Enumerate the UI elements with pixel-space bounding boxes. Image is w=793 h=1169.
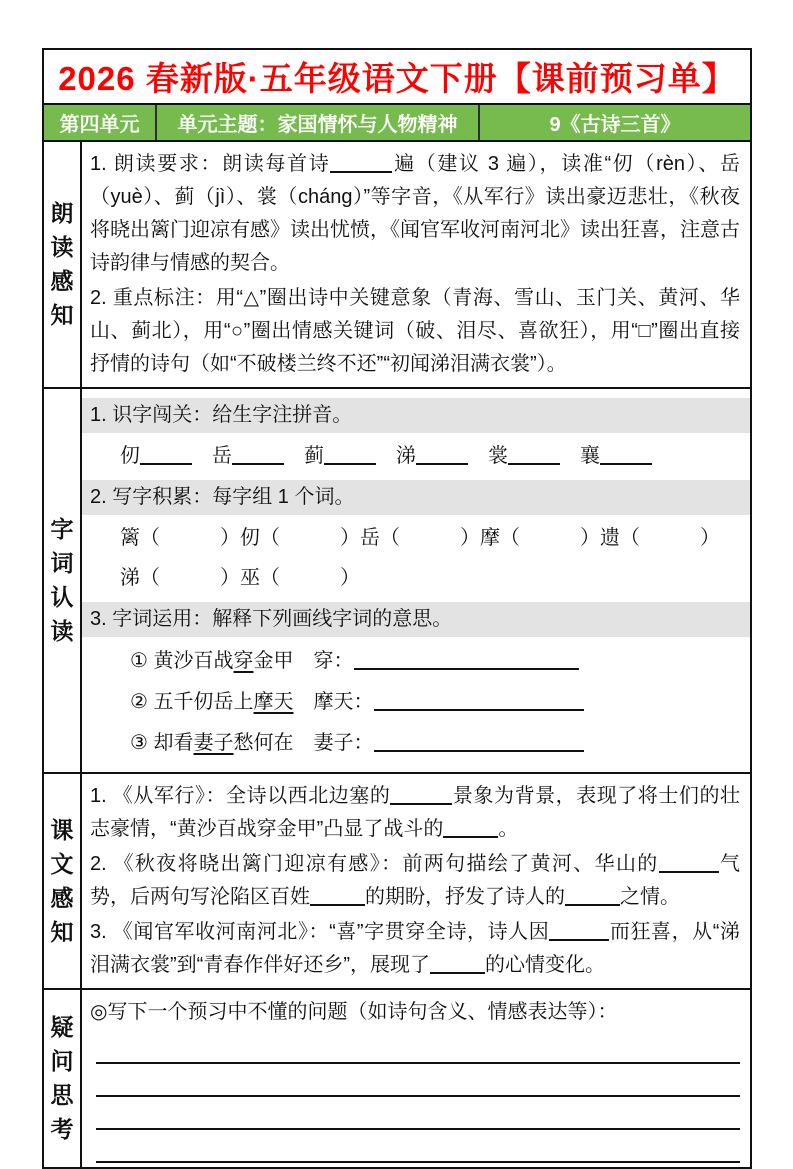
text-run: 的期盼，抒发了诗人的 <box>365 886 565 908</box>
section-content <box>82 990 750 1167</box>
lesson-title: 9《古诗三首》 <box>549 114 681 136</box>
text-run: 裳 <box>468 445 508 467</box>
section-label <box>44 142 82 387</box>
worksheet-page <box>42 48 752 1169</box>
label-character: 知 <box>50 918 74 945</box>
text-block <box>82 727 750 760</box>
text-run: 1. 《从军行》：全诗以西北边塞的 <box>90 785 391 807</box>
unit-header-bar <box>44 105 750 142</box>
fill-in-blank <box>549 919 609 941</box>
text-run: 。 <box>498 818 519 840</box>
section-label <box>44 774 82 988</box>
fill-in-blank <box>443 816 498 838</box>
fill-in-blank <box>374 730 584 752</box>
text-block <box>82 562 750 595</box>
label-character: 课 <box>50 816 74 843</box>
section-row-2 <box>44 387 750 772</box>
fill-in-blank <box>600 443 652 465</box>
label-character: 字 <box>50 516 74 542</box>
label-character: 知 <box>50 302 74 328</box>
text-run: 的心情变化。 <box>484 954 605 976</box>
fill-in-blank <box>324 443 376 465</box>
fill-in-blank <box>430 952 485 974</box>
text-run: 仞 <box>120 445 140 467</box>
text-block <box>82 148 750 280</box>
section-content <box>82 142 750 387</box>
text-block <box>82 645 750 678</box>
section-row-3 <box>44 772 750 988</box>
instruction-strip <box>82 480 750 515</box>
fill-in-blank <box>565 884 620 906</box>
text-block <box>82 282 750 381</box>
text-block <box>82 780 750 846</box>
text-run: 摩天： <box>293 691 374 713</box>
text-block <box>82 440 750 473</box>
instruction-strip <box>82 398 750 433</box>
unit-number: 第四单元 <box>44 105 157 140</box>
text-run: 涕（ ）巫（ ） <box>120 567 360 589</box>
text-run: ◎写下一个预习中不懂的问题（如诗句含义、情感表达等）： <box>90 1001 618 1023</box>
text-run: 2. 重点标注：用“△”圈出诗中关键意象（青海、雪山、玉门关、黄河、华山、蓟北），用“○”圈出情感关键词（破、泪尽、喜欲狂），用“□”圈出直接抒情的诗句（如“不破楼兰终不还”“初闻涕泪满衣裳”）。 <box>90 287 740 375</box>
text-block <box>82 522 750 555</box>
label-character: 问 <box>50 1048 74 1074</box>
text-block <box>82 686 750 719</box>
text-run: 篱（ ）仞（ ）岳（ ）摩（ ）遗（ ） <box>120 527 720 549</box>
section-label <box>44 990 82 1167</box>
writing-line <box>96 1130 740 1163</box>
label-character: 词 <box>50 550 74 576</box>
page-title: 2026 春新版·五年级语文下册【课前预习单】 <box>44 50 750 105</box>
label-character: 感 <box>50 268 74 294</box>
text-run: 遍（建议 3 遍），读准“仞（rèn）、岳（yuè）、蓟（jì）、裳（cháng）”等字音，《从军行》读出豪迈悲壮，《秋夜将晓出篱门迎凉有感》读出忧愤，《闻官军收河南河北》读出狂喜，注意古诗韵律与情感的契合。 <box>90 153 740 274</box>
text-block <box>82 916 750 982</box>
label-character: 文 <box>50 850 74 877</box>
label-character: 考 <box>50 1116 74 1142</box>
fill-in-blank <box>508 443 560 465</box>
label-character: 读 <box>50 618 74 644</box>
text-run: ③ 却看 <box>130 732 194 754</box>
text-run: 愁何在 妻子： <box>233 732 374 754</box>
writing-line <box>96 1097 740 1130</box>
text-run: 1. 识字闯关：给生字注拼音。 <box>90 404 353 426</box>
text-run: 金甲 穿： <box>253 650 354 672</box>
fill-in-blank <box>354 648 579 670</box>
section-row-1 <box>44 142 750 387</box>
section-row-4 <box>44 988 750 1167</box>
fill-in-blank <box>310 884 365 906</box>
label-character: 感 <box>50 884 74 911</box>
underlined-term: 穿 <box>233 650 254 672</box>
text-run: 3. 《闻官军收河南河北》：“喜”字贯穿全诗，诗人因 <box>90 921 550 943</box>
text-run: 1. 朗读要求：朗读每首诗 <box>90 153 331 175</box>
text-block <box>82 848 750 914</box>
text-run: 2. 写字积累：每字组 1 个词。 <box>90 486 355 508</box>
text-run: 景象为背景，表现了将士们的壮志豪情，“黄沙百战穿金甲”凸显了战斗的 <box>90 785 740 840</box>
label-character: 疑 <box>50 1014 74 1040</box>
label-character: 朗 <box>50 200 74 226</box>
fill-in-blank <box>390 783 452 805</box>
text-run: 襄 <box>560 445 600 467</box>
text-run: ② 五千仞岳上 <box>130 691 254 713</box>
text-run: 而狂喜，从“涕泪满衣裳”到“青春作伴好还乡”，展现了 <box>90 921 740 976</box>
sections <box>44 142 750 1167</box>
text-run: 涕 <box>376 445 416 467</box>
underlined-term: 摩天 <box>253 691 294 713</box>
label-character: 思 <box>50 1082 74 1108</box>
fill-in-blank <box>140 443 192 465</box>
fill-in-blank <box>416 443 468 465</box>
text-run: 蓟 <box>284 445 324 467</box>
writing-line <box>96 1031 740 1064</box>
fill-in-blank <box>330 151 392 173</box>
text-run: 之情。 <box>620 886 680 908</box>
section-content <box>82 774 750 988</box>
label-character: 认 <box>50 584 74 610</box>
text-run: 气势，后两句写沦陷区百姓 <box>90 853 740 908</box>
unit-theme: 单元主题：家国情怀与人物精神 <box>157 105 480 140</box>
instruction-strip <box>82 602 750 637</box>
writing-line <box>96 1064 740 1097</box>
text-block <box>82 996 750 1029</box>
text-run: 岳 <box>192 445 232 467</box>
label-character: 读 <box>50 234 74 260</box>
underlined-term: 妻子 <box>193 732 234 754</box>
fill-in-blank <box>374 689 584 711</box>
section-content <box>82 389 750 772</box>
fill-in-blank <box>232 443 284 465</box>
text-run: ① 黄沙百战 <box>130 650 234 672</box>
text-run: 3. 字词运用：解释下列画线字词的意思。 <box>90 608 453 630</box>
text-run: 2. 《秋夜将晓出篱门迎凉有感》：前两句描绘了黄河、华山的 <box>90 853 659 875</box>
fill-in-blank <box>659 851 719 873</box>
section-label <box>44 389 82 772</box>
